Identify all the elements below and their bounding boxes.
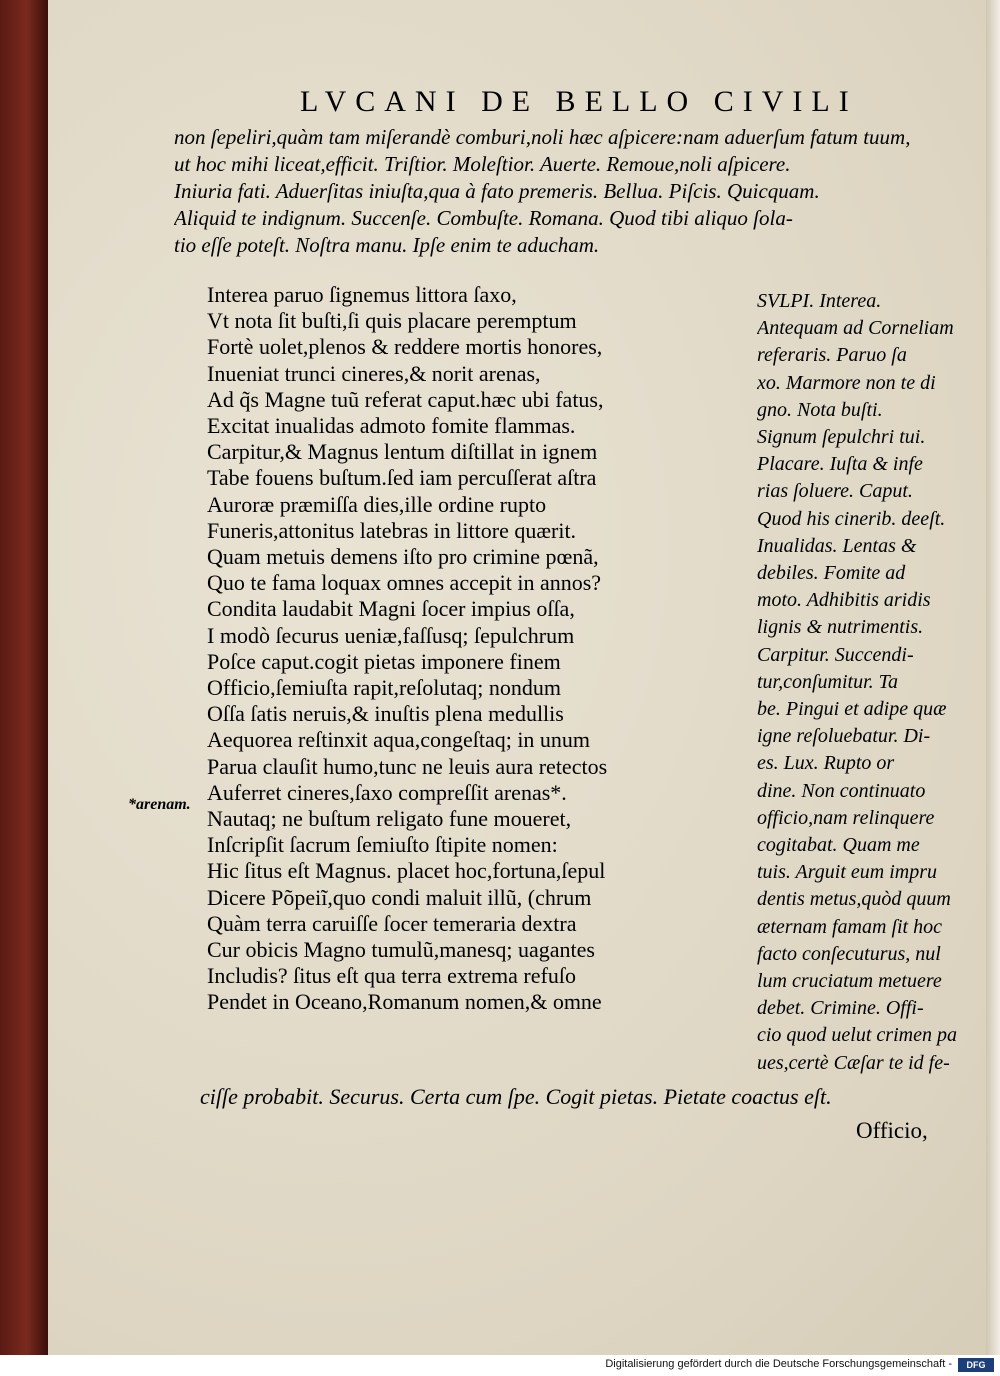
side-commentary-line: Quod his cinerib. deeſt.: [757, 507, 946, 530]
verse-line: Interea paruo ſignemus littora ſaxo,: [207, 282, 517, 307]
side-commentary-line: lum cruciatum metuere: [757, 970, 942, 993]
verse-line: Inueniat trunci cineres,& norit arenas,: [207, 360, 541, 386]
verse-line: Auroræ præmiſſa dies,ille ordine rupto: [207, 491, 547, 517]
verse-line: Vt nota ſit buſti,ſi quis placare peremptum: [207, 308, 577, 334]
footer-bar: [0, 1355, 1000, 1376]
commentary-line: ut hoc mihi liceat,efficit. Triſtior. Moleſtior. Auerte. Remoue,noli aſpicere.: [174, 152, 791, 176]
commentary-line: Aliquid te indignum. Succenſe. Combuſte. Romana. Quod tibi aliquo ſola-: [174, 206, 793, 230]
side-commentary-line: dine. Non continuato: [757, 779, 926, 802]
commentary-line: tio eſſe poteſt. Noſtra manu. Ipſe enim te aducham.: [174, 233, 600, 257]
verse-line: Quam metuis demens iſto pro crimine pœnã,: [207, 544, 599, 570]
verse-line: Auferret cineres,ſaxo compreſſit arenas*.: [207, 779, 567, 805]
side-commentary-line: dentis metus,quòd quum: [757, 888, 951, 911]
side-commentary-line: referaris. Paruo ſa: [757, 344, 907, 367]
verse-line: Inſcripſit ſacrum ſemiuſto ſtipite nomen:: [207, 832, 558, 858]
side-commentary-line: Placare. Iuſta & infe: [757, 453, 923, 476]
side-commentary-line: ues,certè Cæſar te id fe-: [757, 1051, 950, 1074]
side-commentary-line: lignis & nutrimentis.: [757, 616, 924, 639]
verse-line: Condita laudabit Magni ſocer impius oſſa,: [207, 596, 575, 622]
verse-line: Dicere Põpeiĩ,quo condi maluit illũ, (chrum: [207, 884, 592, 910]
side-commentary-line: igne reſoluebatur. Di-: [757, 725, 931, 748]
side-commentary-line: debiles. Fomite ad: [757, 562, 906, 585]
side-commentary-line: Antequam ad Corneliam: [757, 317, 954, 340]
verse-line: Includis? ſitus eſt qua terra extrema refuſo: [207, 963, 576, 989]
verse-line: I modò ſecurus ueniæ,faſſusq; ſepulchrum: [207, 622, 575, 648]
verse-line: Oſſa ſatis neruis,& inuſtis plena medullis: [207, 701, 564, 727]
dfg-logo-icon: DFG: [958, 1358, 994, 1372]
commentary-line: Iniuria fati. Aduerſitas iniuſta,qua à fato premeris. Bellua. Piſcis. Quicquam.: [174, 179, 820, 203]
verse-line: Nautaq; ne buſtum religato fune moueret,: [207, 806, 572, 832]
side-commentary-line: cio quod uelut crimen pa: [757, 1024, 957, 1047]
verse-block: [207, 282, 742, 1016]
verse-line: Funeris,attonitus latebras in littore quærit.: [207, 517, 577, 543]
margin-note: *arenam.: [128, 796, 191, 813]
side-commentary-line: gno. Nota buſti.: [757, 398, 883, 421]
commentary-line: non ſepeliri,quàm tam miſerandè comburi,noli hæc aſpicere:nam aduerſum fatum tuum,: [174, 125, 911, 149]
side-commentary-line: SVLPI. Interea.: [757, 290, 882, 312]
commentary-top-block: [174, 124, 976, 259]
verse-line: Quàm terra caruiſſe ſocer temeraria dextra: [207, 910, 577, 936]
verse-line: Fortè uolet,plenos & reddere mortis honores,: [207, 334, 603, 360]
footer-credit: Digitalisierung gefördert durch die Deutsche Forschungsgemeinschaft -: [605, 1358, 952, 1370]
verse-line: Officio,ſemiuſta rapit,reſolutaq; nondum: [207, 675, 561, 701]
side-commentary-line: Carpitur. Succendi-: [757, 643, 914, 666]
side-commentary-line: officio,nam relinquere: [757, 806, 935, 829]
side-commentary-line: tur,conſumitur. Ta: [757, 670, 898, 693]
verse-line: Quo te fama loquax omnes accepit in annos?: [207, 570, 602, 596]
side-commentary-line: cogitabat. Quam me: [757, 834, 920, 857]
verse-line: Tabe fouens buſtum.ſed iam percuſſerat aſtra: [207, 465, 597, 491]
verse-line: Carpitur,& Magnus lentum diſtillat in ignem: [207, 439, 598, 465]
side-commentary-line: tuis. Arguit eum impru: [757, 861, 938, 884]
verse-line: Parua clauſit humo,tunc ne leuis aura retectos: [207, 753, 608, 779]
side-commentary-line: xo. Marmore non te di: [757, 371, 936, 394]
verse-line: Aequorea reſtinxit aqua,congeſtaq; in unum: [207, 727, 591, 753]
side-commentary-line: be. Pingui et adipe quæ: [757, 698, 947, 721]
side-commentary-line: Signum ſepulchri tui.: [757, 426, 926, 449]
side-commentary-line: es. Lux. Rupto or: [757, 752, 895, 775]
page-edge: [986, 0, 1000, 1355]
verse-line: Ad q̃s Magne tuũ referat caput.hæc ubi fatus,: [207, 386, 604, 412]
side-commentary-line: debet. Crimine. Offi-: [757, 997, 924, 1020]
catchword: Officio,: [856, 1118, 928, 1143]
side-commentary-line: moto. Adhibitis aridis: [757, 589, 931, 612]
verse-line: Hic ſitus eſt Magnus. placet hoc,fortuna,ſepul: [207, 858, 606, 884]
side-commentary-line: facto conſecuturus, nul: [757, 942, 941, 965]
bottom-commentary-line: ciſſe probabit. Securus. Certa cum ſpe. Cogit pietas. Pietate coactus eſt.: [200, 1084, 832, 1109]
commentary-side-block: [757, 288, 967, 1077]
verse-line: Excitat inualidas admoto fomite flammas.: [207, 413, 576, 439]
verse-line: Pendet in Oceano,Romanum nomen,& omne: [207, 989, 602, 1015]
book-cover-edge: [0, 0, 48, 1355]
side-commentary-line: rias ſoluere. Caput.: [757, 480, 913, 503]
running-head: LVCANI DE BELLO CIVILI: [300, 85, 858, 118]
verse-line: Poſce caput.cogit pietas imponere finem: [207, 648, 561, 674]
verse-line: Cur obicis Magno tumulũ,manesq; uagantes: [207, 937, 595, 963]
side-commentary-line: æternam famam ſit hoc: [757, 915, 942, 938]
side-commentary-line: Inualidas. Lentas &: [757, 534, 917, 557]
